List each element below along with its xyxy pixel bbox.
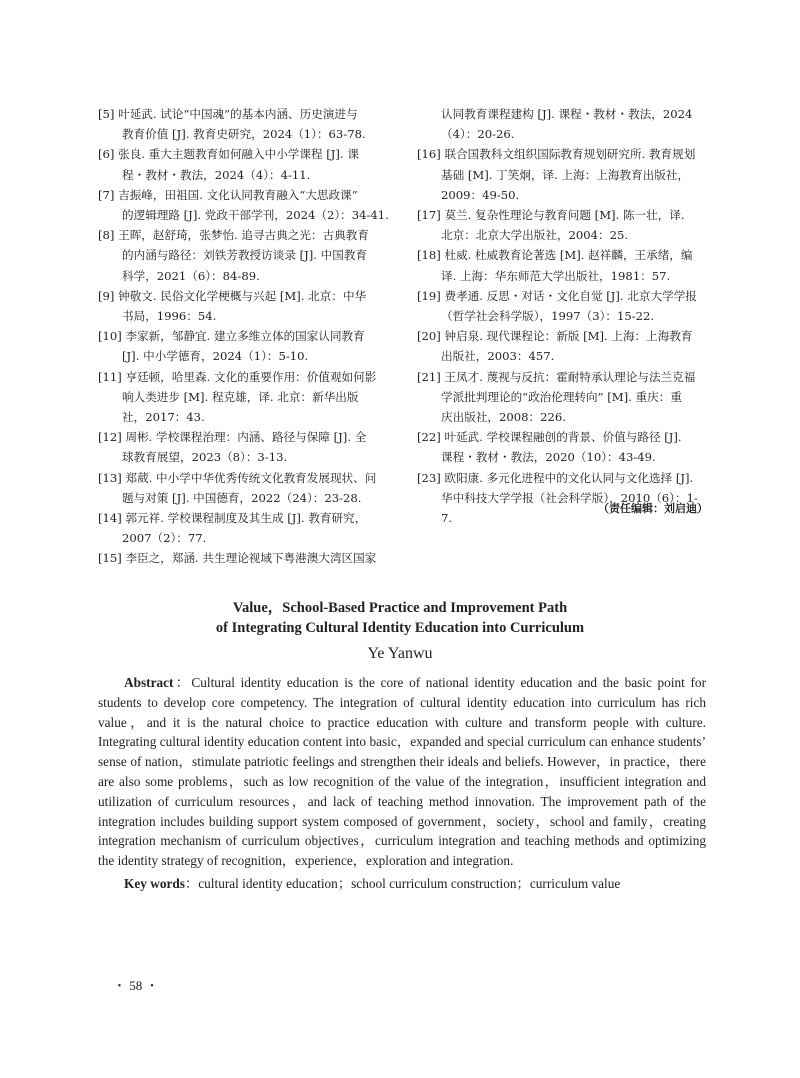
reference-line: 的内涵与路径：刘铁芳教授访谈录 [J]. 中国教育 xyxy=(122,248,368,263)
reference-entry xyxy=(417,144,707,205)
reference-line: [22] 叶延武. 学校课程融创的背景、价值与路径 [J]. xyxy=(417,430,682,445)
reference-line: [6] 张良. 重大主题教育如何融入中小学课程 [J]. 课 xyxy=(98,147,359,162)
reference-line: [21] 王凤才. 蔑视与反抗：霍耐特承认理论与法兰克福 xyxy=(417,369,696,384)
reference-line: （4）：20-26. xyxy=(441,127,515,142)
title-line-1: Value，School-Based Practice and Improvement Path xyxy=(232,600,568,616)
reference-line: 庆出版社，2008：226. xyxy=(441,410,566,425)
reference-line: [J]. 中小学德育，2024（1）：5-10. xyxy=(122,349,309,364)
reference-entry xyxy=(98,286,398,326)
reference-line: 的逻辑理路 [J]. 党政干部学刊，2024（2）：34-41. xyxy=(122,208,389,223)
editor-note: （责任编辑：刘启迪） xyxy=(598,502,708,515)
reference-entry xyxy=(417,245,707,285)
abstract-paragraph xyxy=(98,673,706,871)
reference-line: [11] 亨廷顿，哈里森. 文化的重要作用：价值观如何影 xyxy=(98,369,377,384)
reference-line: [23] 欧阳康. 多元化进程中的文化认同与文化选择 [J]. xyxy=(417,470,694,485)
reference-entry xyxy=(98,104,398,144)
reference-entry xyxy=(417,104,707,144)
reference-entry xyxy=(417,468,707,529)
reference-line: [19] 费孝通. 反思・对话・文化自觉 [J]. 北京大学学报 xyxy=(417,288,697,303)
reference-line: （哲学社会科学版），1997（3）：15-22. xyxy=(441,309,655,324)
reference-line: 响人类进步 [M]. 程克雄，译. 北京：新华出版 xyxy=(122,389,359,404)
reference-line: 北京：北京大学出版社，2004：25. xyxy=(441,228,629,243)
reference-entry xyxy=(417,205,707,245)
reference-entry xyxy=(98,508,398,548)
reference-line: 2007（2）：77. xyxy=(122,531,207,546)
reference-entry xyxy=(98,548,398,568)
reference-entry xyxy=(417,367,707,428)
reference-line: [9] 钟敬文. 民俗文化学梗概与兴起 [M]. 北京：中华 xyxy=(98,288,367,303)
author-name: Ye Yanwu xyxy=(367,645,433,662)
reference-entry xyxy=(98,326,398,366)
reference-line: 球教育展望，2023（8）：3-13. xyxy=(122,450,288,465)
reference-entry xyxy=(98,225,398,286)
reference-entry xyxy=(98,185,398,225)
english-title xyxy=(0,598,800,638)
reference-line: 出版社，2003：457. xyxy=(441,349,555,364)
reference-entry xyxy=(98,427,398,467)
reference-entry xyxy=(417,326,707,366)
reference-line: [15] 李臣之，郑涵. 共生理论视域下粤港澳大湾区国家 xyxy=(98,551,377,566)
reference-line: 教育价值 [J]. 教育史研究，2024（1）：63-78. xyxy=(122,127,366,142)
keywords-label: Key words xyxy=(124,876,185,891)
reference-line: 2009：49-50. xyxy=(441,187,520,202)
page-number: ・ 58 ・ xyxy=(113,978,159,993)
reference-entry xyxy=(417,286,707,326)
reference-line: 基础 [M]. 丁笑炯，译. 上海：上海教育出版社， xyxy=(441,167,690,182)
reference-line: 科学，2021（6）：84-89. xyxy=(122,268,260,283)
reference-line: 题与对策 [J]. 中国德育，2022（24）：23-28. xyxy=(122,490,362,505)
reference-line: 华中科技大学学报（社会科学版），2010（6）：1-7. xyxy=(441,490,698,526)
reference-line: [14] 郭元祥. 学校课程制度及其生成 [J]. 教育研究， xyxy=(98,511,367,526)
references-right-column xyxy=(417,104,707,528)
reference-entry xyxy=(417,427,707,467)
reference-line: 书局，1996：54. xyxy=(122,309,217,324)
reference-line: 程・教材・教法，2024（4）：4-11. xyxy=(122,167,311,182)
reference-line: 译. 上海：华东师范大学出版社，1981：57. xyxy=(441,268,671,283)
reference-line: [12] 周彬. 学校课程治理：内涵、路径与保障 [J]. 全 xyxy=(98,430,367,445)
abstract-label: Abstract xyxy=(124,675,174,690)
references-left-column xyxy=(98,104,398,569)
abstract-text: ：Cultural identity education is the core of national identity education and the basic point for students to develop core competency. The integration of cultural identity education into curriculum has rich value，and it is the natural choice to practice education with culture and transform people with culture. Integrating cultural identity education content into basic，expanded and special curriculum can enhance students’ sense of nation，stimulate patriotic feelings and strengthen their ideals and beliefs. However，in practice，there are also some problems，such as low recognition of the value of the integration，insufficient integration and utilization of curriculum resources，and lack of teaching method innovation. The improvement path of the integration includes building support system composed of government，society，school and family，creating integration mechanism of curriculum objectives，curriculum integration and teaching methods and optimizing the identity strategy of recognition，experience，exploration and integration. xyxy=(98,675,706,869)
reference-line: [8] 王晖，赵舒琦，张梦怡. 追寻古典之光：古典教育 xyxy=(98,228,369,243)
reference-line: [16] 联合国教科文组织国际教育规划研究所. 教育规划 xyxy=(417,147,696,162)
reference-entry xyxy=(98,144,398,184)
reference-line: 社，2017：43. xyxy=(122,410,205,425)
reference-line: [20] 钟启泉. 现代课程论：新版 [M]. 上海：上海教育 xyxy=(417,329,693,344)
reference-line: [18] 杜威. 杜威教育论著选 [M]. 赵祥麟，王承绪，编 xyxy=(417,248,693,263)
reference-line: 学派批判理论的“政治伦理转向” [M]. 重庆：重 xyxy=(441,389,682,404)
reference-line: 认同教育课程建构 [J]. 课程・教材・教法，2024 xyxy=(441,107,693,121)
reference-line: [10] 李家新，邹静宜. 建立多维立体的国家认同教育 xyxy=(98,329,365,344)
keywords-text: ：cultural identity education；school curriculum construction；curriculum value xyxy=(184,876,621,891)
reference-line: [7] 吉振峰，田祖国. 文化认同教育融入“大思政课” xyxy=(98,187,358,202)
reference-entry xyxy=(98,468,398,508)
keywords-line xyxy=(124,874,724,894)
reference-line: [17] 莫兰. 复杂性理论与教育问题 [M]. 陈一壮，译. xyxy=(417,208,685,223)
reference-line: [13] 郑葳. 中小学中华优秀传统文化教育发展现状、问 xyxy=(98,470,377,485)
title-line-2: of Integrating Cultural Identity Education into Curriculum xyxy=(215,620,585,636)
reference-line: 课程・教材・教法，2020（10）：43-49. xyxy=(441,450,656,465)
reference-line: [5] 叶延武. 试论“中国魂”的基本内涵、历史演进与 xyxy=(98,107,358,121)
reference-entry xyxy=(98,367,398,428)
